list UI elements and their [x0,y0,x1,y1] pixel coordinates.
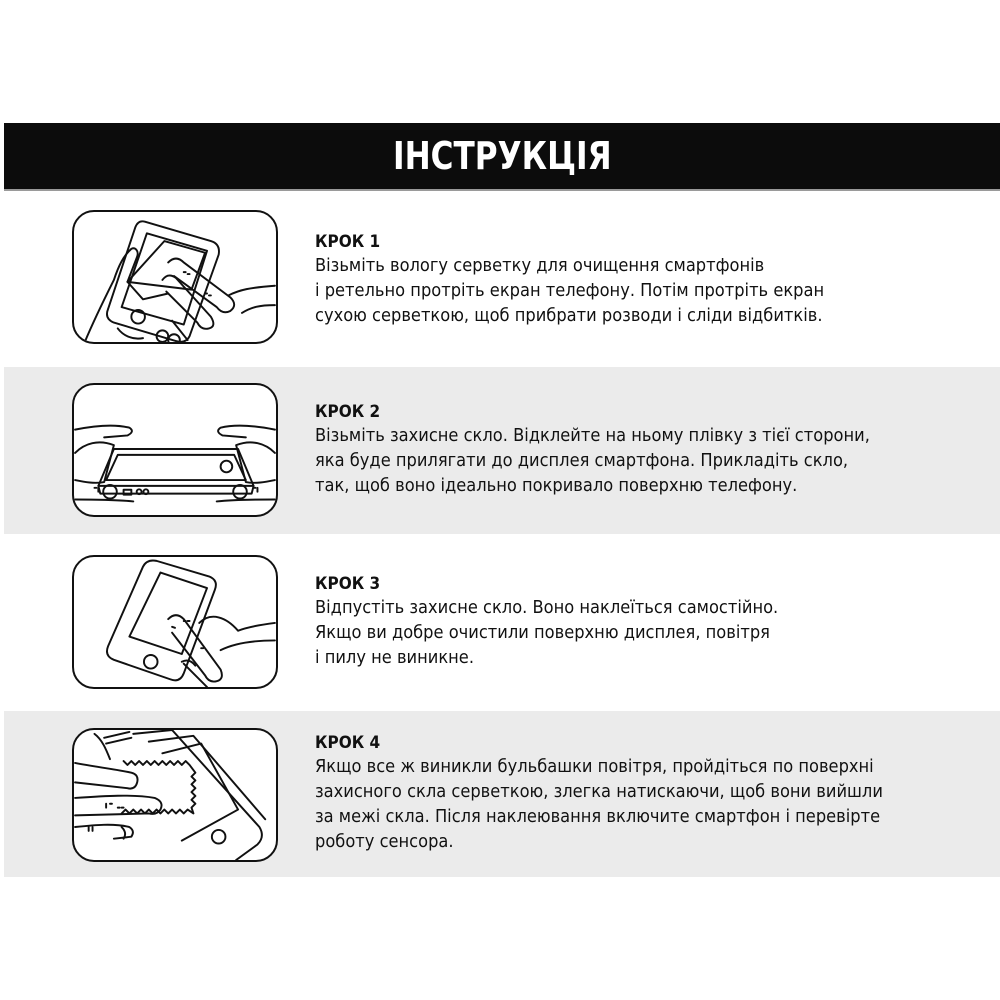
step-line: так, щоб воно ідеально покривало поверхню телефону. [315,476,798,496]
step-title: КРОК 4 [315,733,381,753]
step-line: Відпустіть захисне скло. Воно наклеїться самостійно. [315,598,779,618]
step-1-text [315,230,862,329]
step-line: яка буде прилягати до дисплея смартфона. Прикладіть скло, [315,451,849,471]
step-2 [4,367,1000,534]
press-glass-to-screen-icon [72,555,278,689]
step-line: захисного скла серветкою, злегка натискаючи, щоб вони вийшли [315,782,883,802]
header-banner [4,123,1000,191]
align-glass-on-phone-icon [72,383,278,517]
step-3 [4,534,1000,711]
step-line: Якщо ви добре очистили поверхню дисплея, повітря [315,623,770,643]
step-line: сухою серветкою, щоб прибрати розводи і сліди відбитків. [315,306,823,326]
wipe-screen-with-wet-cloth-icon [72,210,278,344]
step-line: Якщо все ж виникли бульбашки повітря, пройдіться по поверхні [315,757,874,777]
step-3-text [315,572,813,671]
step-1 [4,192,1000,367]
page-title: ІНСТРУКЦІЯ [392,134,612,178]
step-line: і ретельно протріть екран телефону. Потім протріть екран [315,281,825,301]
step-line: за межі скла. Після наклеювання включите смартфон і перевірте [315,807,881,827]
smooth-bubbles-with-cloth-icon [72,728,278,862]
step-line: Візьміть захисне скло. Відклейте на ньому плівку з тієї сторони, [315,426,870,446]
step-title: КРОК 1 [315,232,381,252]
step-title: КРОК 2 [315,402,381,422]
step-line: роботу сенсора. [315,832,454,852]
step-4-text [315,731,926,855]
step-2-text [315,400,912,499]
step-line: і пилу не виникне. [315,648,475,668]
step-title: КРОК 3 [315,574,381,594]
step-line: Візьміть вологу серветку для очищення смартфонів [315,256,765,276]
step-4 [4,711,1000,877]
